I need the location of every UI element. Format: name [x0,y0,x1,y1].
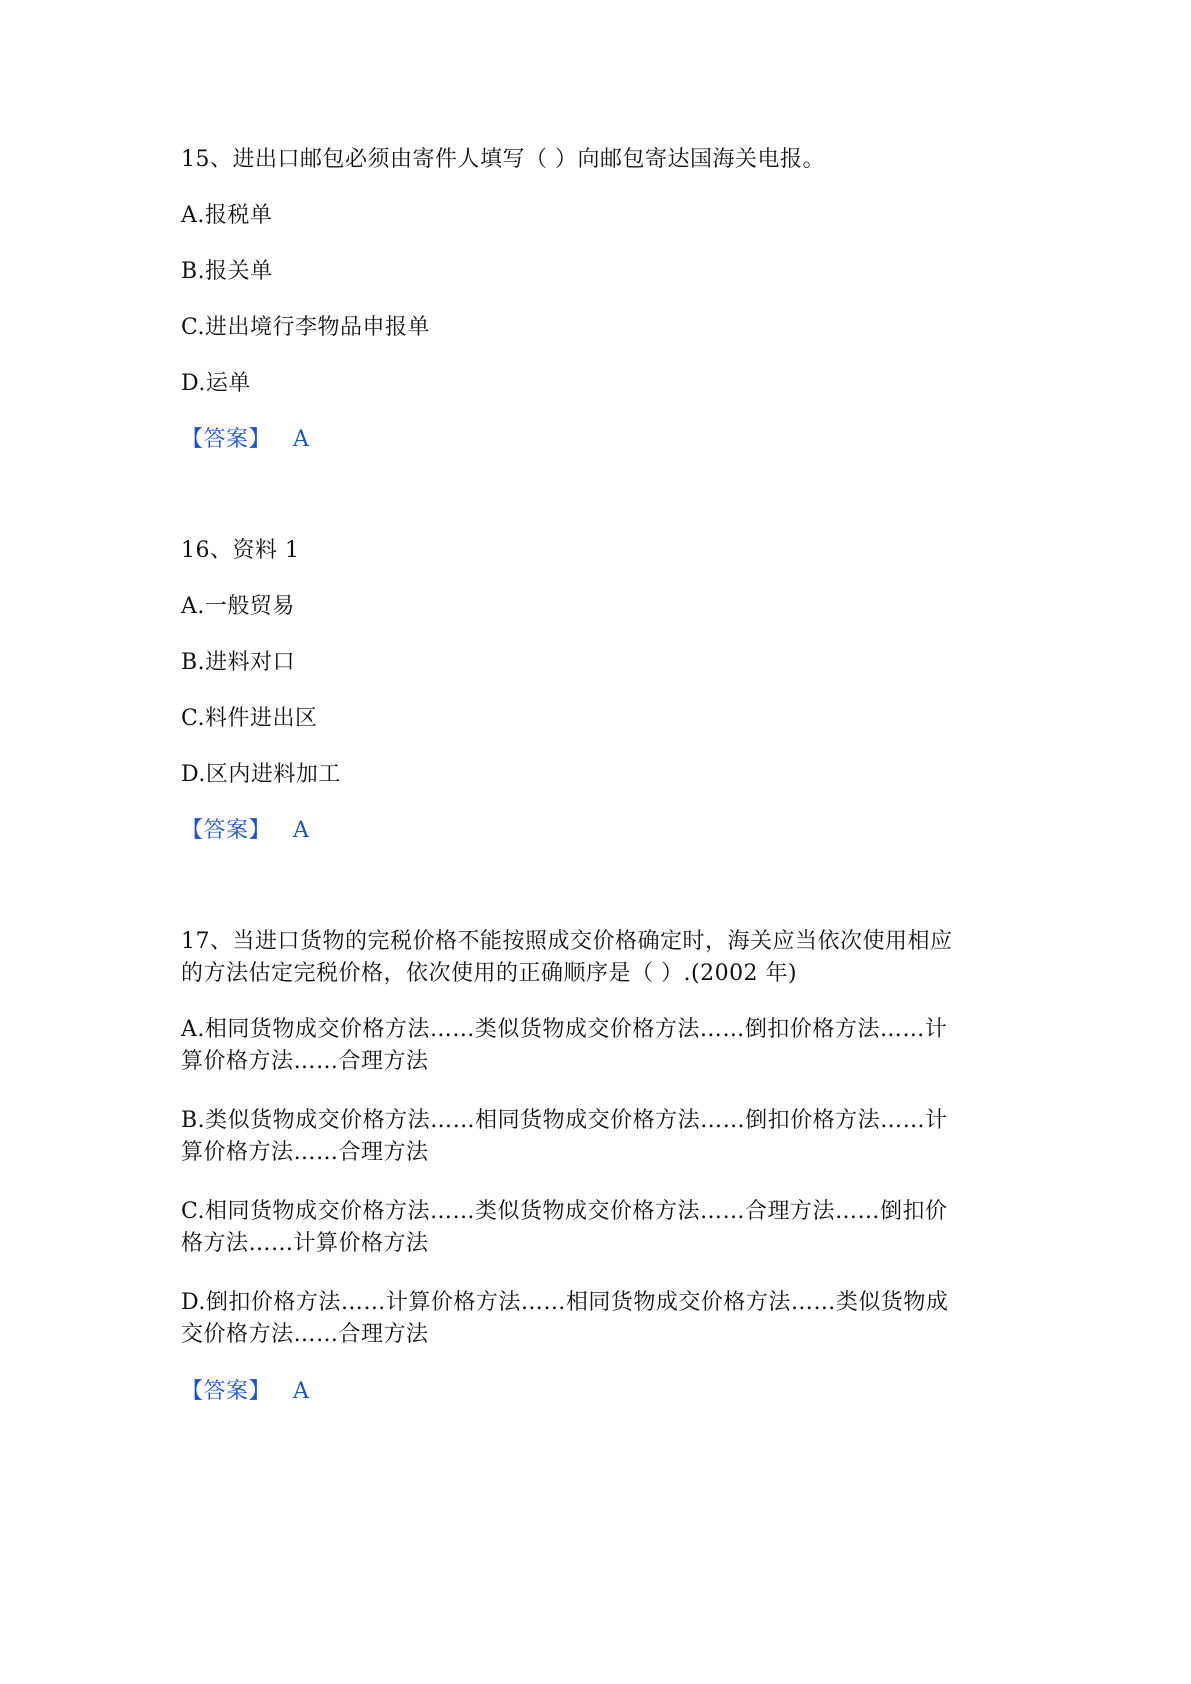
question-17-option-c-line2: 格方法……计算价格方法 [181,1231,429,1256]
question-17-stem-line2: 的方法估定完税价格，依次使用的正确顺序是（ ）.(2002 年) [181,961,798,986]
answer-value: A [293,427,310,452]
answer-label: 【答案】 [181,818,272,843]
question-15-option-b: B.报关单 [181,259,273,284]
question-17-option-a-line2: 算价格方法……合理方法 [181,1049,429,1074]
question-16-option-b: B.进料对口 [181,650,296,675]
question-17-answer [181,1376,309,1408]
answer-label: 【答案】 [181,427,272,452]
question-15-stem: 15、进出口邮包必须由寄件人填写（ ）向邮包寄达国海关电报。 [181,147,825,172]
question-16-answer [181,815,309,847]
question-16-option-a: A.一般贸易 [181,594,295,619]
question-15-option-a: A.报税单 [181,203,273,228]
question-15-option-d: D.运单 [181,371,251,396]
question-17-option-b-line1: B.类似货物成交价格方法……相同货物成交价格方法……倒扣价格方法……计 [181,1108,948,1133]
question-17-option-b-line2: 算价格方法……合理方法 [181,1140,429,1165]
question-16-stem: 16、资料 1 [181,538,300,563]
question-17-option-c-line1: C.相同货物成交价格方法……类似货物成交价格方法……合理方法……倒扣价 [181,1199,948,1224]
answer-value: A [293,818,310,843]
question-15-option-c: C.进出境行李物品申报单 [181,315,431,340]
answer-value: A [293,1379,310,1404]
question-17-option-d-line1: D.倒扣价格方法……计算价格方法……相同货物成交价格方法……类似货物成 [181,1290,949,1315]
question-17-stem-line1: 17、当进口货物的完税价格不能按照成交价格确定时，海关应当依次使用相应 [181,929,953,954]
answer-label: 【答案】 [181,1379,272,1404]
question-16-option-d: D.区内进料加工 [181,762,341,787]
question-17-option-d-line2: 交价格方法……合理方法 [181,1322,429,1347]
question-15-answer [181,424,309,456]
question-17-option-a-line1: A.相同货物成交价格方法……类似货物成交价格方法……倒扣价格方法……计 [181,1017,948,1042]
question-16-option-c: C.料件进出区 [181,706,318,731]
